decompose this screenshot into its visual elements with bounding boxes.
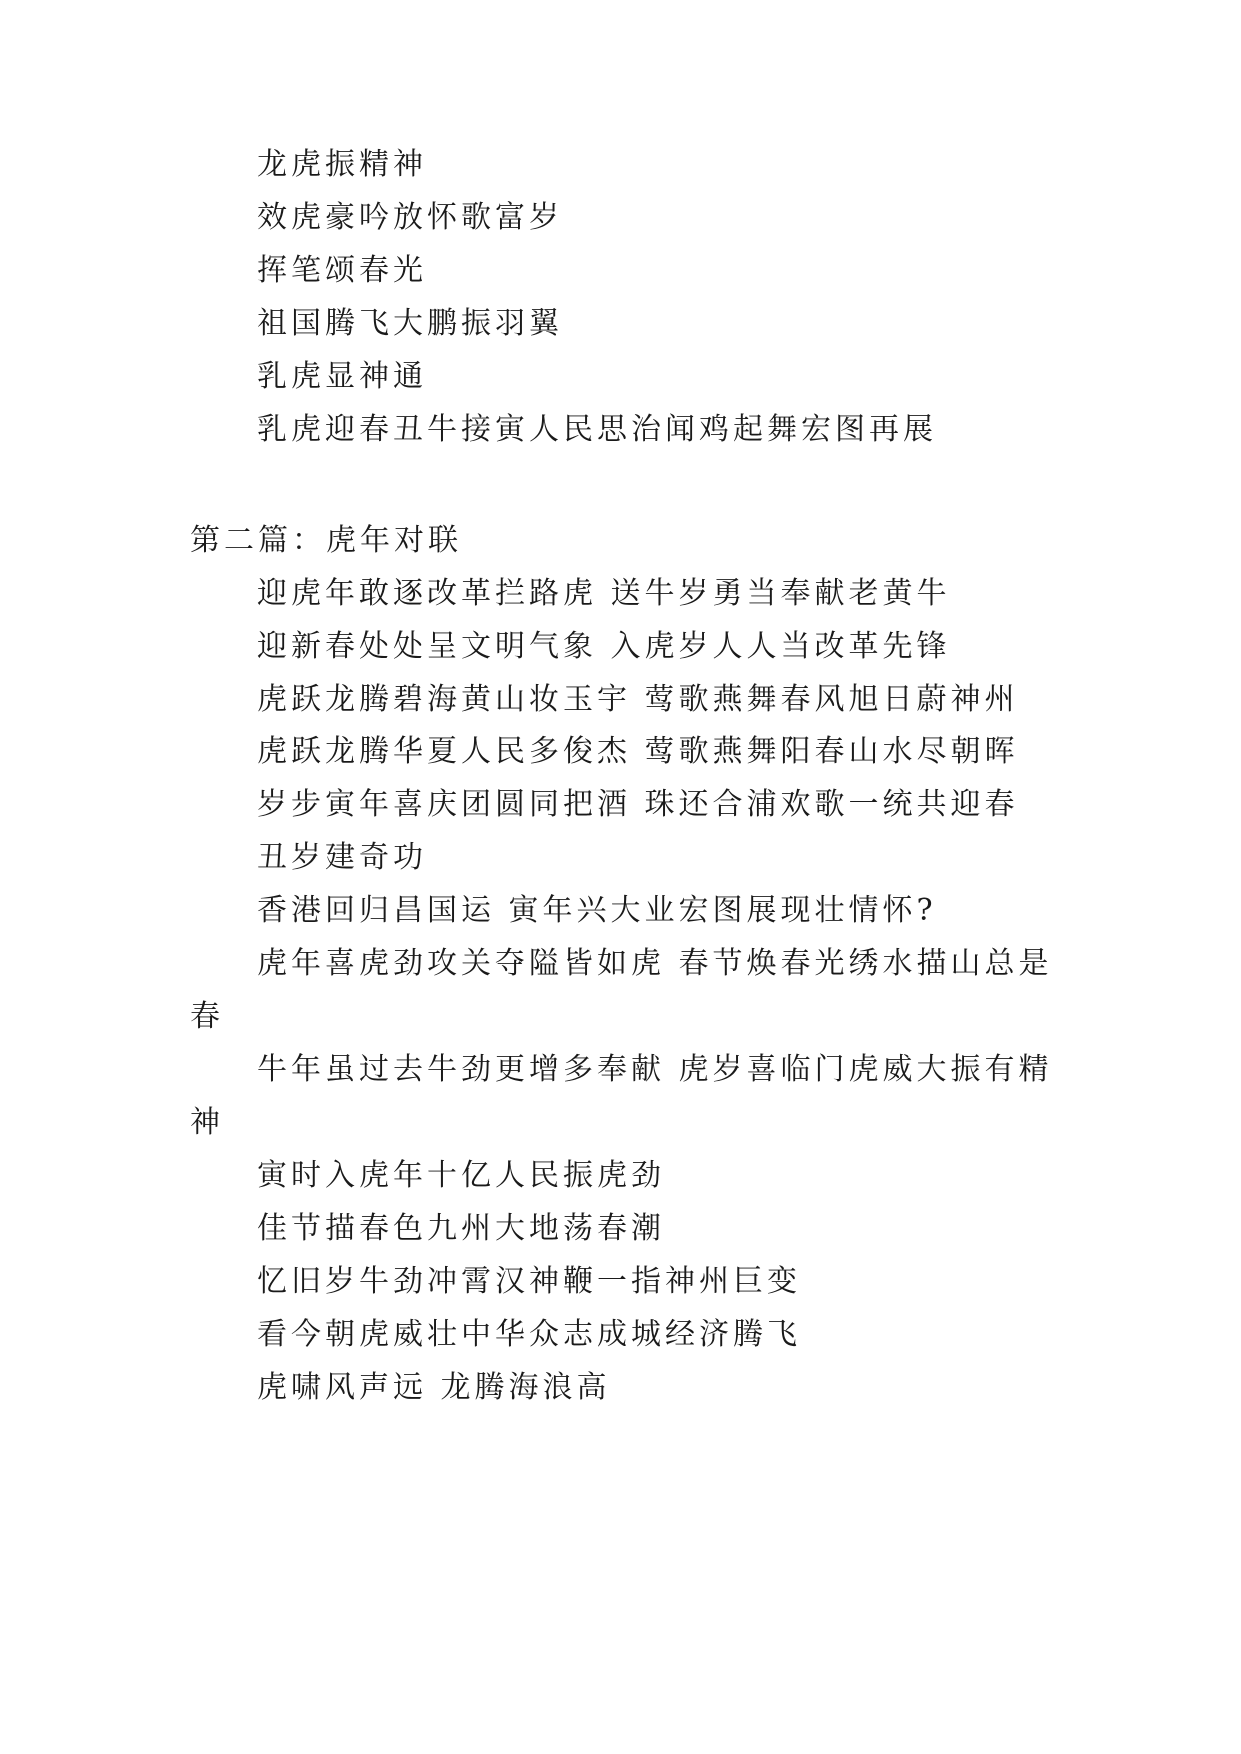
text-line: 寅时入虎年十亿人民振虎劲: [257, 1158, 665, 1193]
text-line: 虎跃龙腾华夏人民多俊杰 莺歌燕舞阳春山水尽朝晖: [257, 734, 1019, 769]
text-line: 迎新春处处呈文明气象 入虎岁人人当改革先锋: [257, 629, 951, 664]
text-line: 效虎豪吟放怀歌富岁: [257, 200, 563, 235]
text-line: 佳节描春色九州大地荡春潮: [257, 1211, 665, 1246]
text-line: 忆旧岁牛劲冲霄汉神鞭一指神州巨变: [257, 1264, 801, 1299]
text-line: 看今朝虎威壮中华众志成城经济腾飞: [257, 1317, 801, 1352]
text-line: 虎跃龙腾碧海黄山妆玉宇 莺歌燕舞春风旭日蔚神州: [257, 682, 1019, 717]
text-line: 虎年喜虎劲攻关夺隘皆如虎 春节焕春光绣水描山总是: [257, 946, 1053, 981]
text-line: 迎虎年敢逐改革拦路虎 送牛岁勇当奉献老黄牛: [257, 576, 951, 611]
text-line: 挥笔颂春光: [257, 253, 427, 288]
text-line: 丑岁建奇功: [257, 840, 427, 875]
section-heading: 第二篇：虎年对联: [190, 523, 462, 558]
text-line: 祖国腾飞大鹏振羽翼: [257, 306, 563, 341]
text-line: 香港回归昌国运 寅年兴大业宏图展现壮情怀?: [257, 893, 937, 928]
text-line: 龙虎振精神: [257, 147, 427, 182]
text-line-wrap: 春: [190, 999, 224, 1034]
text-line: 岁步寅年喜庆团圆同把酒 珠还合浦欢歌一统共迎春: [257, 787, 1019, 822]
text-line-wrap: 神: [190, 1105, 224, 1140]
text-line: 牛年虽过去牛劲更增多奉献 虎岁喜临门虎威大振有精: [257, 1052, 1053, 1087]
text-line: 虎啸风声远 龙腾海浪高: [257, 1370, 611, 1405]
text-line: 乳虎显神通: [257, 359, 427, 394]
text-line: 乳虎迎春丑牛接寅人民思治闻鸡起舞宏图再展: [257, 412, 937, 447]
